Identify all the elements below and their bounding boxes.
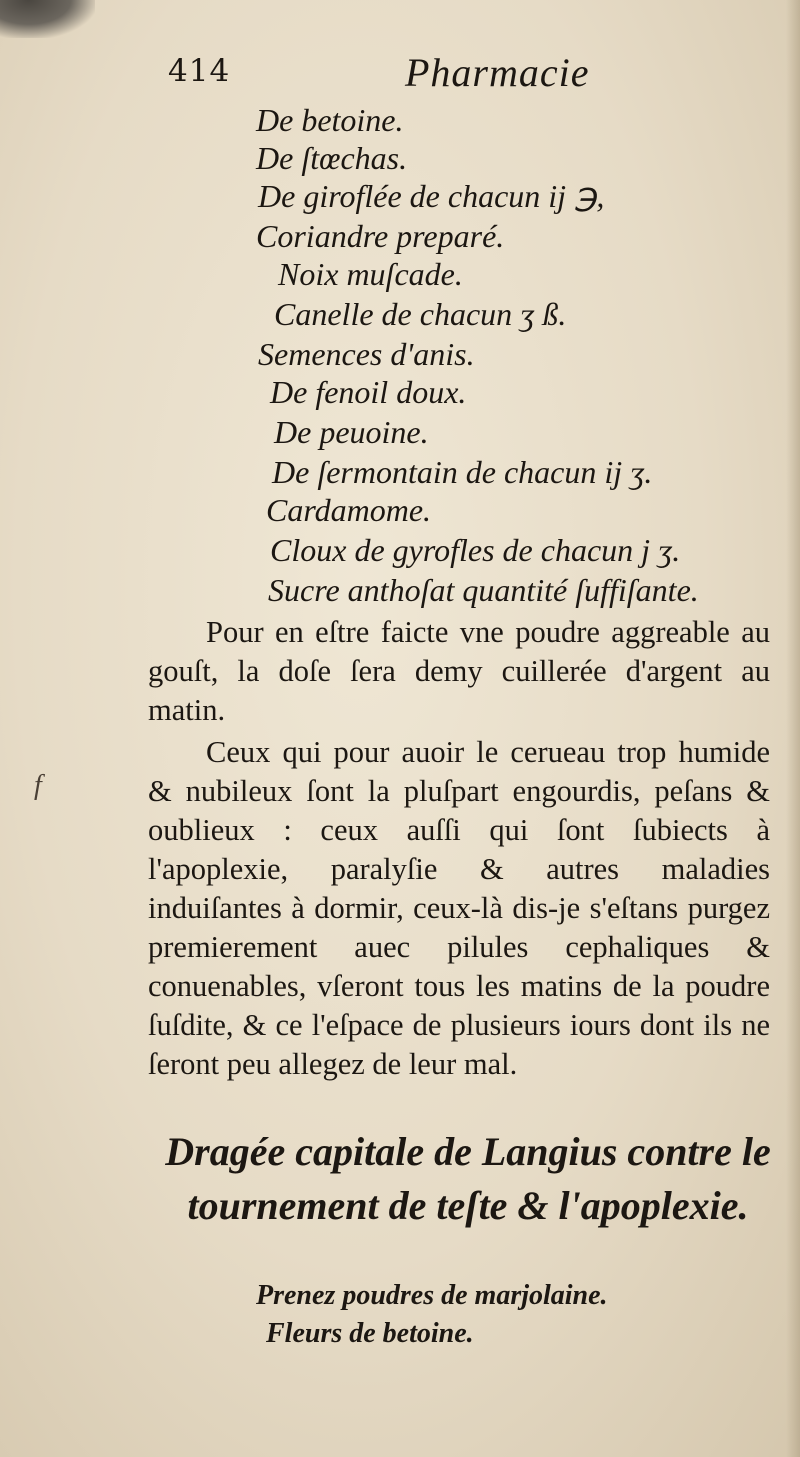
ingredient-line: De giroflée de chacun ij ℈, (258, 178, 605, 214)
running-title: Pharmacie (405, 50, 590, 95)
ingredient-line: Cardamome. (266, 492, 432, 528)
ingredient-line: De fenoil doux. (270, 374, 467, 410)
ingredient-line: Noix muſcade. (278, 256, 463, 292)
ingredient-line: De peuoine. (274, 414, 429, 450)
section-heading (148, 1125, 788, 1233)
ingredient-line: Canelle de chacun ʒ ß. (274, 296, 567, 332)
paragraph-dose: Pour en eſtre faicte vne poudre aggreable au gouſt, la doſe ſera demy cuillerée d'argent au matin. (148, 615, 770, 727)
page-header (168, 45, 608, 95)
margin-annotation: f (34, 770, 42, 801)
ingredient-line: De betoine. (256, 102, 404, 138)
section-heading-line: Dragée capitale de Langius contre le (165, 1129, 771, 1174)
recipe-line: Fleurs de betoine. (266, 1318, 474, 1349)
paragraph-usage: Ceux qui pour auoir le cerueau trop humide & nubileux ſont la pluſpart engourdis, peſans & oublieux : ceux auſſi qui ſont ſubiects à l'apoplexie, paralyſie & autres maladies induiſantes à dormir, ceux-là dis-je s'eſtans purgez premierement auec pilules cephaliques & conuenables, vſeront tous les matins de la poudre ſuſdite, & ce l'eſpace de plusieurs iours dont ils ne ſeront peu allegez de leur mal. (148, 735, 770, 1081)
section-heading-line: tournement de teſte & l'apoplexie. (187, 1183, 749, 1228)
ingredient-line: Semences d'anis. (258, 336, 475, 372)
ingredient-line: Coriandre preparé. (256, 218, 505, 254)
page-edge-shadow (786, 0, 800, 1457)
page-number: 414 (168, 53, 231, 89)
ingredient-line: De ſtœchas. (256, 140, 408, 176)
ingredient-line: Sucre anthoſat quantité ſuffiſante. (268, 572, 699, 608)
corner-stain (0, 0, 95, 38)
ingredient-line: De ſermontain de chacun ij ʒ. (272, 454, 653, 490)
ingredient-line: Cloux de gyrofles de chacun j ʒ. (270, 532, 681, 568)
recipe-line: Prenez poudres de marjolaine. (256, 1280, 608, 1311)
